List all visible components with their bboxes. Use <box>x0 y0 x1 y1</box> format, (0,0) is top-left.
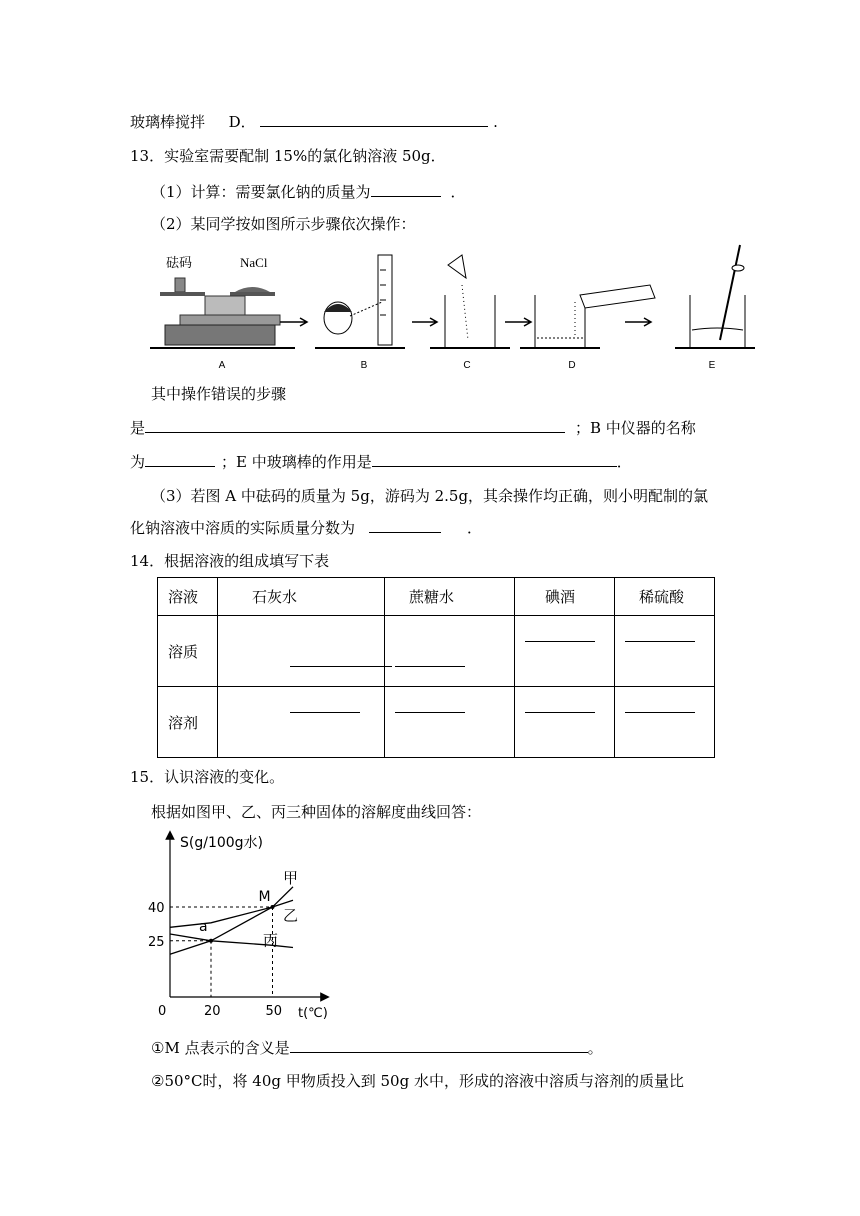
q12-tail-text: 玻璃棒搅拌 <box>130 113 206 131</box>
q13-wrong-step-a: 其中操作错误的步骤 <box>151 385 287 403</box>
answer-blank-wrong-step[interactable] <box>145 418 565 433</box>
option-d-label: D． <box>228 113 256 131</box>
table-header: 溶液 <box>158 578 218 616</box>
answer-blank-solvent-acid[interactable] <box>625 711 695 713</box>
beaker-solid-illustration <box>430 255 510 371</box>
point-label: M <box>258 889 271 905</box>
nacl-label: NaCl <box>240 255 268 270</box>
q14-stem: 14．根据溶液的组成填写下表 <box>130 552 330 570</box>
row-label-solute: 溶质 <box>158 616 218 687</box>
table-header-row <box>158 578 715 616</box>
q13-part3-line1: （3）若图 A 中砝码的质量为 5g，游码为 2.5g，其余操作均正确，则小明配制的氯 <box>151 487 709 505</box>
table-row <box>158 687 715 758</box>
step-label-a: A <box>218 360 226 371</box>
table-header: 蔗糖水 <box>385 578 515 616</box>
answer-blank-solvent-sugar[interactable] <box>395 711 465 713</box>
answer-blank-solvent-iodine[interactable] <box>525 711 595 713</box>
x-tick-label: 0 <box>158 1004 167 1019</box>
beaker-stirring-illustration <box>675 245 755 371</box>
answer-blank-solvent-limewater[interactable] <box>290 711 360 713</box>
solubility-curve-chart <box>140 830 340 1025</box>
answer-blank-solute-limewater[interactable] <box>290 665 392 667</box>
answer-blank-solute-acid[interactable] <box>625 640 695 642</box>
q13-part2: （2）某同学按如图所示步骤依次操作： <box>151 215 416 233</box>
step-label-b: B <box>360 360 368 371</box>
q12-tail-line: 玻璃棒搅拌 D． . <box>130 113 498 131</box>
data-point <box>209 939 213 943</box>
y-tick-label: 40 <box>148 901 165 916</box>
q13-stem: 13．实验室需要配制 15%的氯化钠溶液 50g． <box>130 147 446 165</box>
answer-blank-instrument[interactable] <box>145 452 215 467</box>
answer-blank-m-point[interactable] <box>290 1038 588 1053</box>
graduated-cylinder-illustration <box>315 255 405 371</box>
q13-instrument-line: 为 ；E 中玻璃棒的作用是 ． <box>130 453 632 471</box>
series-label: 乙 <box>283 906 299 925</box>
experiment-steps-figure <box>150 240 755 375</box>
answer-blank-nacl-mass[interactable] <box>371 182 441 197</box>
step-label-d: D <box>568 360 576 371</box>
row-label-solvent: 溶剂 <box>158 687 218 758</box>
series-label: 丙 <box>263 931 279 950</box>
q15-stem: 15．认识溶液的变化。 <box>130 768 285 786</box>
point-label: a <box>199 918 208 935</box>
x-axis-label: t(℃) <box>298 1006 328 1021</box>
beaker-pouring-illustration <box>520 285 655 371</box>
balance-illustration <box>150 255 295 371</box>
q13-part3-line2: 化钠溶液中溶质的实际质量分数为 ． <box>130 519 483 537</box>
step-label-c: C <box>463 360 471 371</box>
table-header: 石灰水 <box>218 578 385 616</box>
series-label: 甲 <box>283 868 299 887</box>
answer-blank-rod-role[interactable] <box>372 452 617 467</box>
step-label-e: E <box>708 360 716 371</box>
x-tick-label: 20 <box>204 1004 221 1019</box>
answer-blank-solute-iodine[interactable] <box>525 640 595 642</box>
q15-intro: 根据如图甲、乙、丙三种固体的溶解度曲线回答： <box>151 803 482 821</box>
data-point <box>271 905 275 909</box>
q13-wrong-step-line: 是 ；B 中仪器的名称 <box>130 419 696 437</box>
weights-label: 砝码 <box>166 256 193 271</box>
q15-sub2: ②50°C时，将 40g 甲物质投入到 50g 水中，形成的溶液中溶质与溶剂的质量比 <box>151 1072 684 1090</box>
answer-blank-solute-sugar[interactable] <box>395 665 465 667</box>
table-header: 稀硫酸 <box>615 578 715 616</box>
y-tick-label: 25 <box>148 934 165 950</box>
q13-part1: （1）计算：需要氯化钠的质量为 ． <box>151 183 466 201</box>
x-tick-label: 50 <box>265 1004 283 1019</box>
table-header: 碘酒 <box>515 578 615 616</box>
table-row <box>158 616 715 687</box>
q15-sub1: ①M 点表示的含义是 。 <box>151 1039 603 1057</box>
answer-blank-fraction[interactable] <box>369 518 441 533</box>
answer-blank-d[interactable] <box>260 112 488 127</box>
y-axis-label: S(g/100g水) <box>180 835 264 851</box>
solution-composition-table <box>157 577 715 758</box>
